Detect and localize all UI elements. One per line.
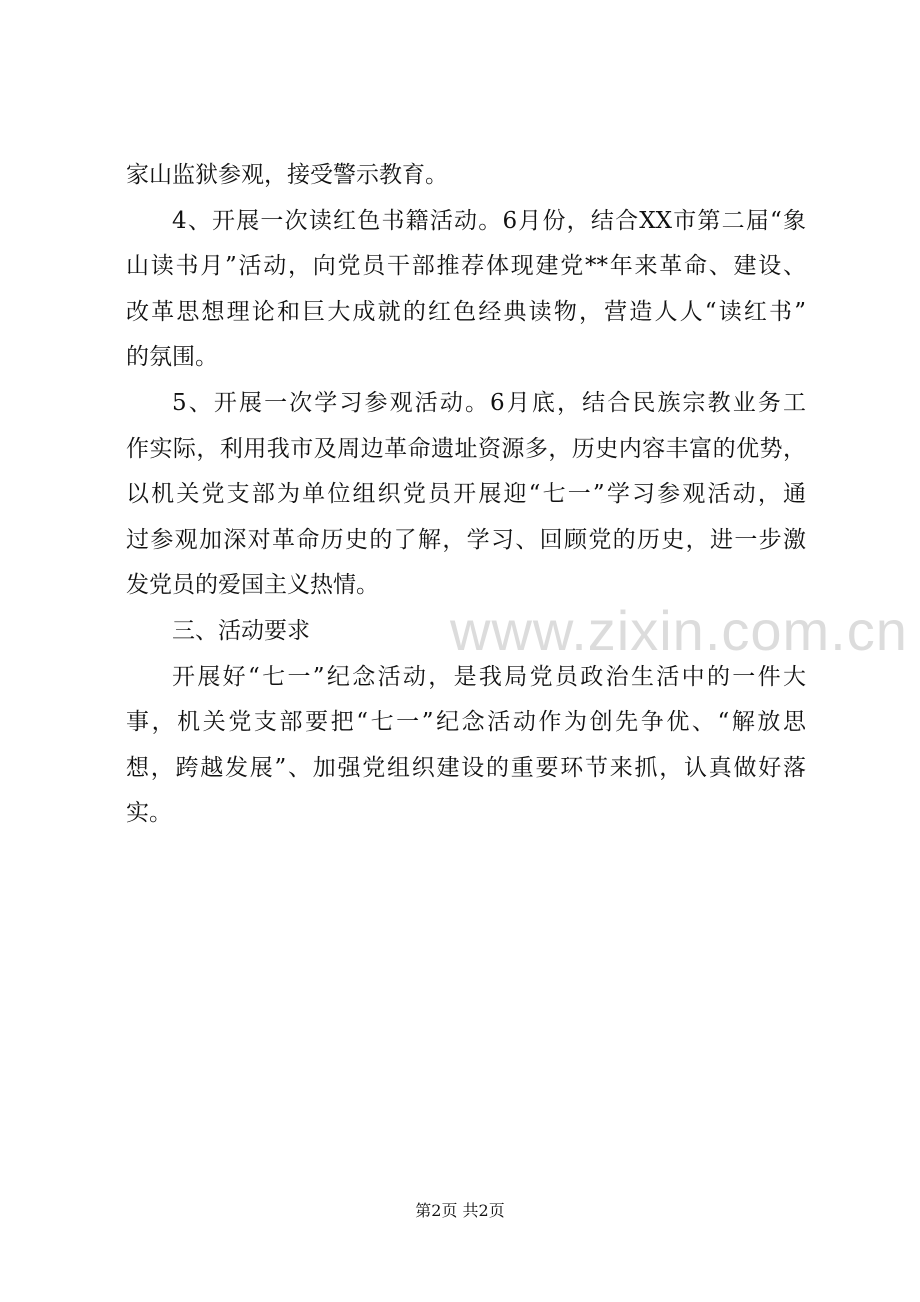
text-line: 改革思想理论和巨大成就的红色经典读物，营造人人“读红书” [126,298,806,325]
text-line: 开展好“七一”纪念活动，是我局党员政治生活中的一件大 [172,663,806,690]
section-heading: 三、活动要求 [172,617,310,644]
page-footer: 第2页 共2页 [415,1201,505,1220]
text-line: 以机关党支部为单位组织党员开展迎“七一”学习参观活动，通 [126,481,806,508]
text-line: 发党员的爱国主义热情。 [126,572,379,599]
text-line: 的氛围。 [126,344,218,371]
text-line: 山读书月”活动，向党员干部推荐体现建党**年来革命、建设、 [126,253,806,280]
text-line: 4、开展一次读红色书籍活动。6月份，结合XX市第二届“象 [172,207,806,234]
text-line: 事，机关党支部要把“七一”纪念活动作为创先争优、“解放思 [126,709,806,736]
watermark: www.zixin.com.cn [450,599,908,662]
text-line: 作实际，利用我市及周边革命遗址资源多，历史内容丰富的优势， [126,435,806,462]
text-line: 想，跨越发展”、加强党组织建设的重要环节来抓，认真做好落 [126,754,806,781]
text-line: 实。 [126,800,172,827]
text-line: 家山监狱参观，接受警示教育。 [126,162,448,188]
document-body [126,153,806,837]
text-line: 过参观加深对革命历史的了解，学习、回顾党的历史，进一步激 [126,526,806,553]
text-line: 5、开展一次学习参观活动。6月底，结合民族宗教业务工 [172,389,806,416]
